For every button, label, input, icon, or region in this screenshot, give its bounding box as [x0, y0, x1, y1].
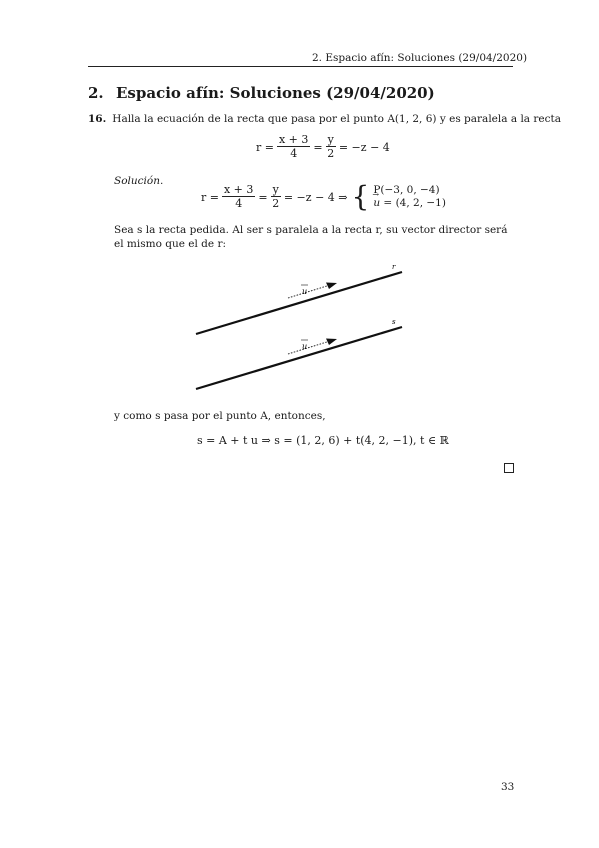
- line-r: [196, 272, 402, 334]
- given-line-equation: [256, 134, 390, 160]
- eq2-frac1-num: x + 3: [223, 183, 254, 196]
- line-r-label: r: [392, 263, 396, 271]
- problem-statement: [88, 113, 561, 125]
- eq2-lhs: r =: [201, 190, 219, 204]
- system-point: P(−3, 0, −4): [373, 184, 440, 196]
- eq1-frac2-den: 2: [327, 147, 335, 160]
- eq1-frac2-num: y: [327, 133, 334, 146]
- arrowhead-bottom-icon: [326, 339, 337, 346]
- eq2-frac2-den: 2: [272, 197, 280, 210]
- eq2-frac1-den: 4: [235, 197, 243, 210]
- solution-paragraph-2: y como s pasa por el punto A, entonces,: [114, 410, 326, 422]
- section-title-text: Espacio afín: Soluciones (29/04/2020): [116, 84, 435, 102]
- eq1-lhs: r =: [256, 140, 274, 154]
- eq1-frac1-num: x + 3: [278, 133, 309, 146]
- eq1-equals: =: [313, 140, 323, 154]
- eq2-frac2-num: y: [272, 183, 279, 196]
- line-s: [196, 327, 402, 389]
- qed-square-icon: [504, 463, 514, 473]
- vector-u-top-label: u: [302, 287, 308, 296]
- header-rule: [88, 66, 513, 67]
- section-title: [88, 84, 435, 102]
- arrowhead-top-icon: [326, 283, 337, 290]
- eq2-rhs: = −z − 4 ⇒: [283, 190, 348, 204]
- system-vector: [373, 197, 446, 210]
- page-number: 33: [501, 781, 515, 793]
- running-header: 2. Espacio afín: Soluciones (29/04/2020): [312, 52, 528, 64]
- solution-paragraph: Sea s la recta pedida. Al ser s paralela a la recta r, su vector director será el mismo que el de r:: [114, 224, 508, 250]
- final-equation: s = A + t u ⇒ s = (1, 2, 6) + t(4, 2, −1), t ∈ ℝ: [197, 434, 449, 447]
- eq1-frac1-den: 4: [290, 147, 298, 160]
- vector-u-bottom: [288, 341, 330, 354]
- eq1-fraction-x: [277, 134, 310, 160]
- solution-equation: [201, 180, 446, 213]
- line-s-label: s: [392, 318, 396, 326]
- problem-text: Halla la ecuación de la recta que pasa por el punto A(1, 2, 6) y es paralela a la recta: [112, 113, 561, 125]
- eq2-fraction-x: [222, 184, 255, 210]
- system-vector-symbol: → u: [373, 197, 380, 209]
- vector-u-bottom-label: u: [302, 342, 308, 351]
- problem-number: 16.: [88, 113, 107, 125]
- solution-label: Solución.: [114, 175, 164, 187]
- eq2-equals: =: [258, 190, 268, 204]
- point-vector-system: [373, 184, 446, 210]
- parallel-lines-diagram: [190, 258, 412, 396]
- eq1-rhs: = −z − 4: [338, 140, 390, 154]
- left-brace: {: [351, 180, 370, 213]
- eq2-fraction-y: [271, 184, 281, 210]
- section-number: 2.: [88, 84, 104, 102]
- eq1-fraction-y: [326, 134, 336, 160]
- system-vector-value: = (4, 2, −1): [380, 197, 446, 209]
